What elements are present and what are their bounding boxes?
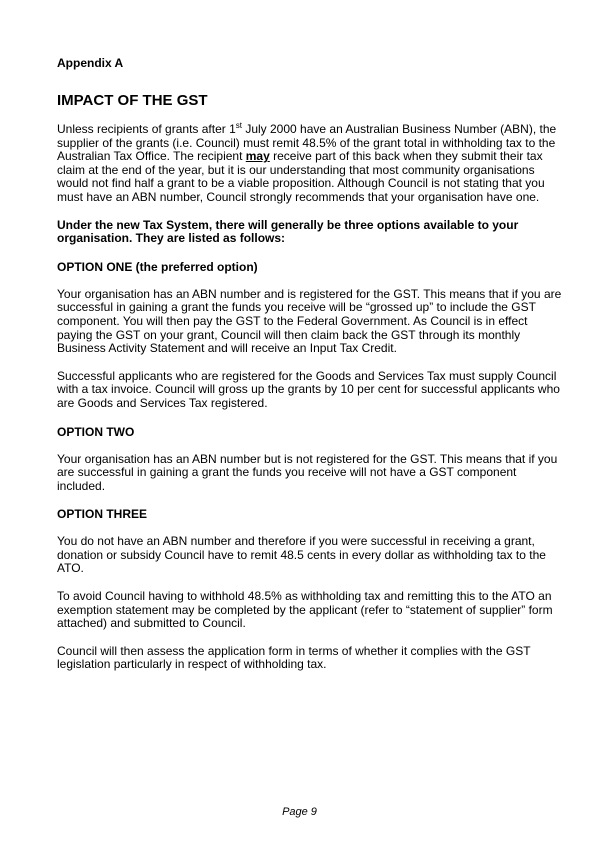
options-intro: Under the new Tax System, there will generally be three options available to your organisation. They are listed as follows: <box>57 217 519 246</box>
page-title: IMPACT OF THE GST <box>57 92 208 109</box>
intro-part3: receive part of this back when they submit their tax claim at the end of the year, but it is our understanding that most community organisations would not find half a grant to be a viable proposition. Although Council is not stating that you must have an ABN number, Council strongly recommends that your organisation have one. <box>57 149 545 204</box>
option-two-heading: OPTION TWO <box>57 424 135 439</box>
page-number: Page 9 <box>282 806 317 818</box>
option-one-paragraph-2: Successful applicants who are registered for the Goods and Services Tax must supply Council with a tax invoice. Council will gross up the grants by 10 per cent for successful applicants who are Goods and Services Tax registered. <box>57 368 560 410</box>
option-two-paragraph-1: Your organisation has an ABN number but is not registered for the GST. This means that if you are successful in gaining a grant the funds you receive will not have a GST component included. <box>57 451 558 493</box>
intro-paragraph <box>57 123 562 205</box>
option-one-paragraph-1: Your organisation has an ABN number and is registered for the GST. This means that if you are successful in gaining a grant the funds you receive will be “grossed up” to include the GST component. You will then pay the GST to the Federal Government. As Council is in effect paying the GST on your grant, Council will then claim back the GST through its monthly Business Activity Statement and will receive an Input Tax Credit. <box>57 286 562 356</box>
intro-part1: Unless recipients of grants after 1 <box>57 122 236 136</box>
option-three-paragraph-1: You do not have an ABN number and therefore if you were successful in receiving a grant, donation or subsidy Council have to remit 48.5 cents in every dollar as withholding tax to the ATO. <box>57 534 546 576</box>
option-three-heading: OPTION THREE <box>57 507 148 522</box>
option-three-paragraph-2: To avoid Council having to withhold 48.5% as withholding tax and remitting this to the ATO an exemption statement may be completed by the applicant (refer to “statement of supplier” form attached) and submitted to Council. <box>57 589 553 631</box>
option-three-paragraph-3: Council will then assess the application form in terms of whether it complies with the GST legislation particularly in respect of withholding tax. <box>57 643 531 672</box>
intro-emphasis: may <box>245 149 270 164</box>
intro-part2: July 2000 have an Australian Business Number (ABN), the supplier of the grants (i.e. Council) must remit 48.5% of the grant total in withholding tax to the Australian Tax Office. The recipient <box>57 122 557 164</box>
appendix-label: Appendix A <box>57 56 124 70</box>
page-content <box>57 56 562 672</box>
option-one-heading: OPTION ONE (the preferred option) <box>57 259 258 274</box>
intro-superscript: st <box>235 121 242 130</box>
